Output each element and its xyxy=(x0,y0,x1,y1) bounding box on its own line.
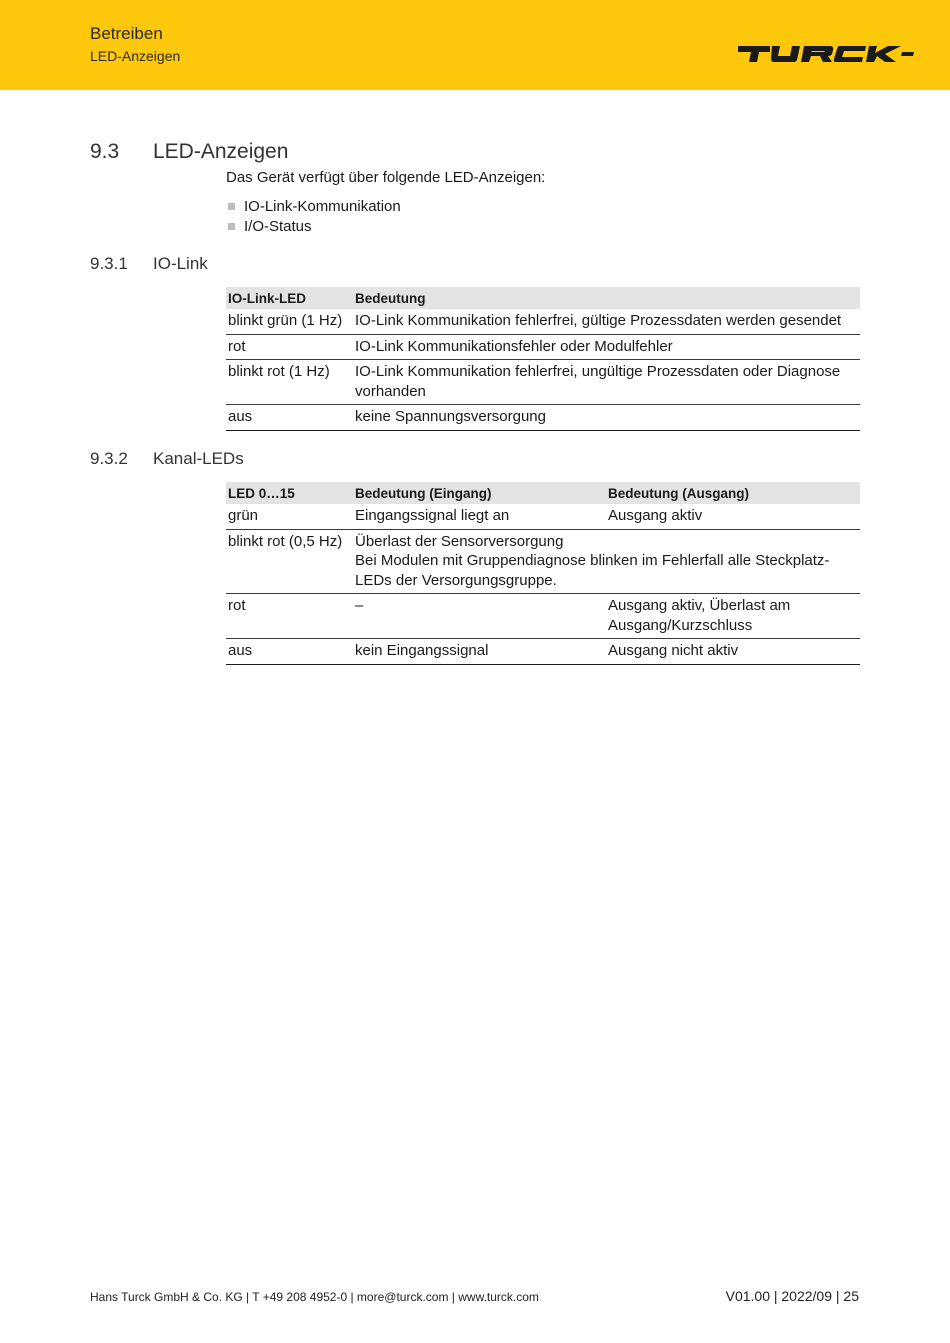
header-section: LED-Anzeigen xyxy=(90,48,181,64)
led-type-list xyxy=(226,197,401,237)
table-cell: aus xyxy=(226,639,353,665)
table-cell: rot xyxy=(226,594,353,639)
bullet-square-icon xyxy=(228,223,235,230)
table-cell: Eingangssignal liegt an xyxy=(355,507,510,524)
table-cell-merged xyxy=(353,529,860,594)
section-number: 9.3 xyxy=(90,140,120,163)
table-row xyxy=(226,360,860,405)
table-cell: Ausgang aktiv, Überlast am Ausgang/Kurzschluss xyxy=(606,594,860,639)
page-header xyxy=(0,0,950,90)
table-row xyxy=(226,639,860,665)
column-header: IO-Link-LED xyxy=(226,287,353,309)
table-row xyxy=(226,309,860,334)
table-row xyxy=(226,529,860,594)
subsection-title: IO-Link xyxy=(153,254,208,273)
subsection-number: 9.3.1 xyxy=(90,254,128,273)
intro-text: Das Gerät verfügt über folgende LED-Anzeigen: xyxy=(226,169,546,186)
channel-led-table xyxy=(226,482,860,665)
table-cell: keine Spannungsversorgung xyxy=(353,405,860,431)
column-header: Bedeutung xyxy=(353,287,860,309)
table-cell: IO-Link Kommunikationsfehler oder Modulfehler xyxy=(353,334,860,360)
list-item: IO-Link-Kommunikation xyxy=(226,197,401,217)
table-cell: – xyxy=(353,594,606,639)
column-header: Bedeutung (Eingang) xyxy=(353,482,606,504)
table-cell: rot xyxy=(226,334,353,360)
table-header-row xyxy=(226,287,860,309)
table-row xyxy=(226,334,860,360)
table-cell: IO-Link Kommunikation fehlerfrei, ungültige Prozessdaten oder Diagnose vorhanden xyxy=(353,360,860,405)
subsection-number: 9.3.2 xyxy=(90,449,128,468)
header-chapter: Betreiben xyxy=(90,24,163,43)
table-header-row xyxy=(226,482,860,504)
table-row xyxy=(226,594,860,639)
table-cell: blinkt grün (1 Hz) xyxy=(228,312,343,329)
table-row xyxy=(226,504,860,529)
column-header: LED 0…15 xyxy=(226,482,353,504)
subsection-title: Kanal-LEDs xyxy=(153,449,244,468)
table-cell: aus xyxy=(226,405,353,431)
column-header: Bedeutung (Ausgang) xyxy=(606,482,860,504)
table-cell: blinkt rot (1 Hz) xyxy=(226,360,353,405)
io-link-led-table xyxy=(226,287,860,431)
table-cell: Ausgang aktiv xyxy=(608,507,703,524)
group-diagnosis-note: Bei Modulen mit Gruppendiagnose blinken im Fehlerfall alle Steckplatz-LEDs der Versorgungsgruppe. xyxy=(355,552,830,589)
footer-company: Hans Turck GmbH & Co. KG | T +49 208 4952-0 | more@turck.com | www.turck.com xyxy=(90,1290,539,1304)
table-cell: IO-Link Kommunikation fehlerfrei, gültige Prozessdaten werden gesendet xyxy=(355,312,842,329)
table-row xyxy=(226,405,860,431)
bullet-square-icon xyxy=(228,203,235,210)
list-item: I/O-Status xyxy=(226,217,401,237)
footer-version: V01.00 | 2022/09 | 25 xyxy=(725,1288,859,1304)
table-cell: grün xyxy=(228,507,259,524)
table-cell: kein Eingangssignal xyxy=(353,639,606,665)
section-title: LED-Anzeigen xyxy=(153,140,289,163)
overload-text: Überlast der Sensorversorgung xyxy=(355,532,564,550)
turck-logo xyxy=(738,44,914,64)
table-cell: blinkt rot (0,5 Hz) xyxy=(226,529,353,594)
table-cell: Ausgang nicht aktiv xyxy=(606,639,860,665)
